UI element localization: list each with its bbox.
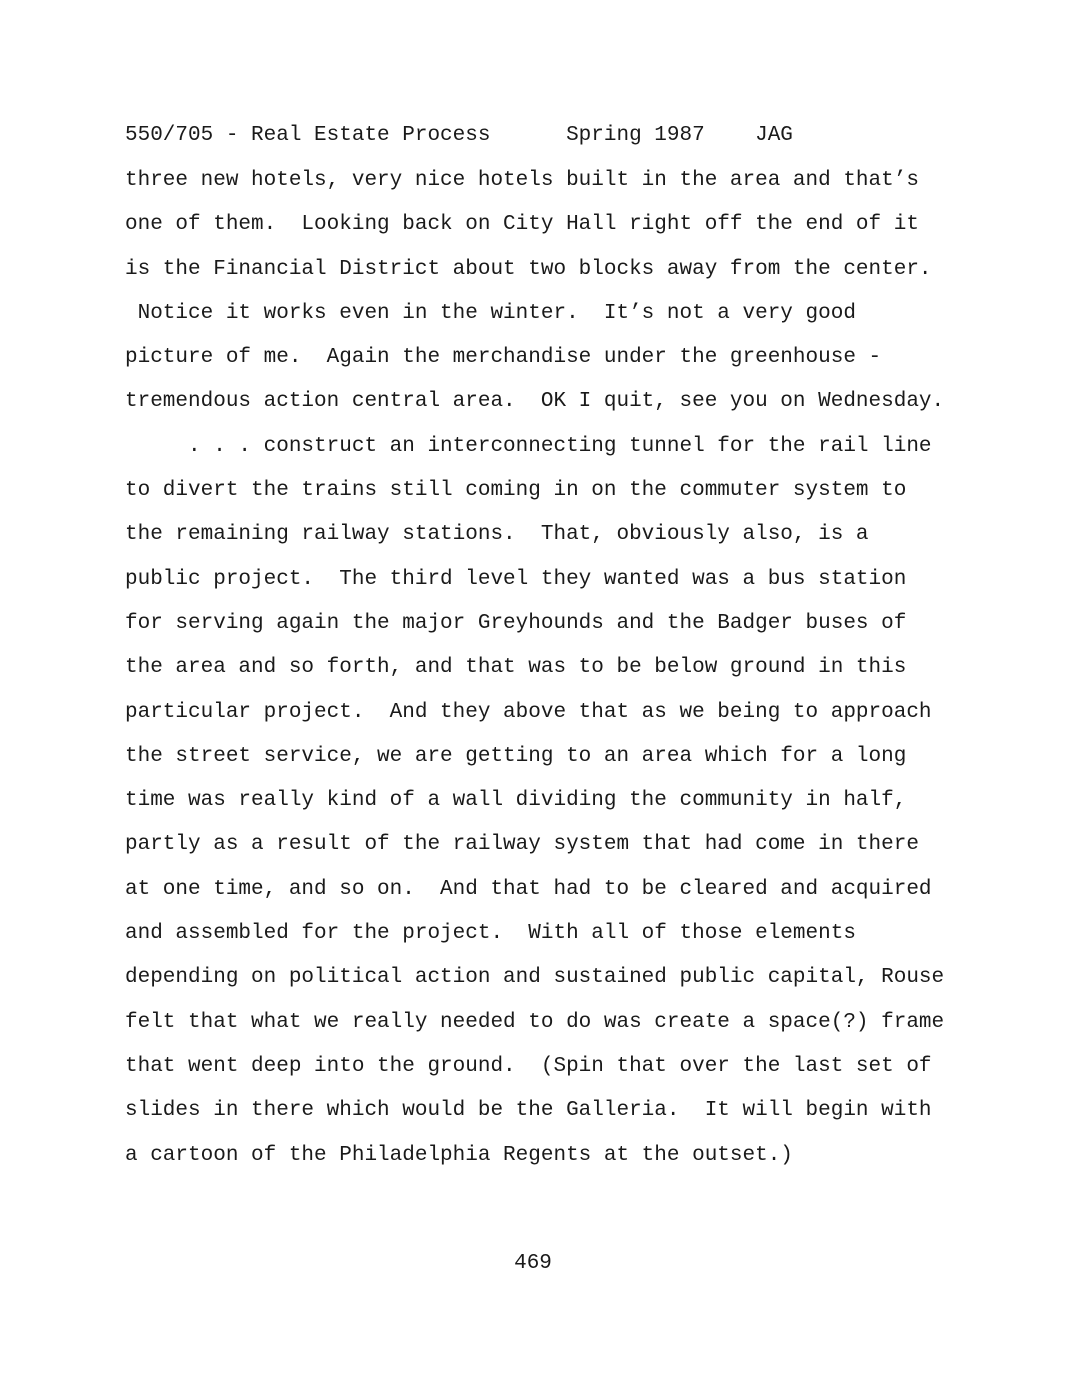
running-header: 550/705 - Real Estate Process Spring 1987 JAG: [125, 124, 793, 147]
text-line: time was really kind of a wall dividing the community in half,: [125, 789, 907, 813]
text-line: to divert the trains still coming in on the commuter system to: [125, 479, 907, 503]
text-line: three new hotels, very nice hotels built in the area and that’s: [125, 169, 919, 192]
text-line: the street service, we are getting to an area which for a long: [125, 744, 907, 768]
text-line: picture of me. Again the merchandise under the greenhouse -: [125, 346, 882, 370]
text-line: slides in there which would be the Galleria. It will begin with: [125, 1099, 932, 1123]
text-line: partly as a result of the railway system that had come in there: [125, 833, 919, 857]
text-line: public project. The third level they wanted was a bus station: [125, 567, 907, 591]
text-line: and assembled for the project. With all of those elements: [125, 922, 856, 946]
text-line: . . . construct an interconnecting tunnel for the rail line: [125, 434, 932, 458]
text-line: for serving again the major Greyhounds and the Badger buses of: [125, 611, 907, 635]
text-line: a cartoon of the Philadelphia Regents at the outset.): [125, 1143, 793, 1167]
text-line: one of them. Looking back on City Hall right off the end of it: [125, 213, 919, 237]
text-line: felt that what we really needed to do was create a space(?) frame: [125, 1010, 945, 1034]
text-line: at one time, and so on. And that had to be cleared and acquired: [125, 877, 932, 901]
text-line: particular project. And they above that as we being to approach: [125, 700, 932, 724]
page-number: 469: [514, 1252, 552, 1275]
text-line: tremendous action central area. OK I quit, see you on Wednesday.: [125, 390, 945, 414]
text-line: depending on political action and sustained public capital, Rouse: [125, 966, 945, 990]
text-line: the area and so forth, and that was to be below ground in this: [125, 656, 907, 680]
text-line: Notice it works even in the winter. It’s not a very good: [125, 301, 856, 325]
text-line: the remaining railway stations. That, obviously also, is a: [125, 523, 869, 547]
text-line: that went deep into the ground. (Spin that over the last set of: [125, 1054, 932, 1078]
text-line: is the Financial District about two blocks away from the center.: [125, 257, 932, 281]
transcript-body: [125, 168, 944, 1187]
